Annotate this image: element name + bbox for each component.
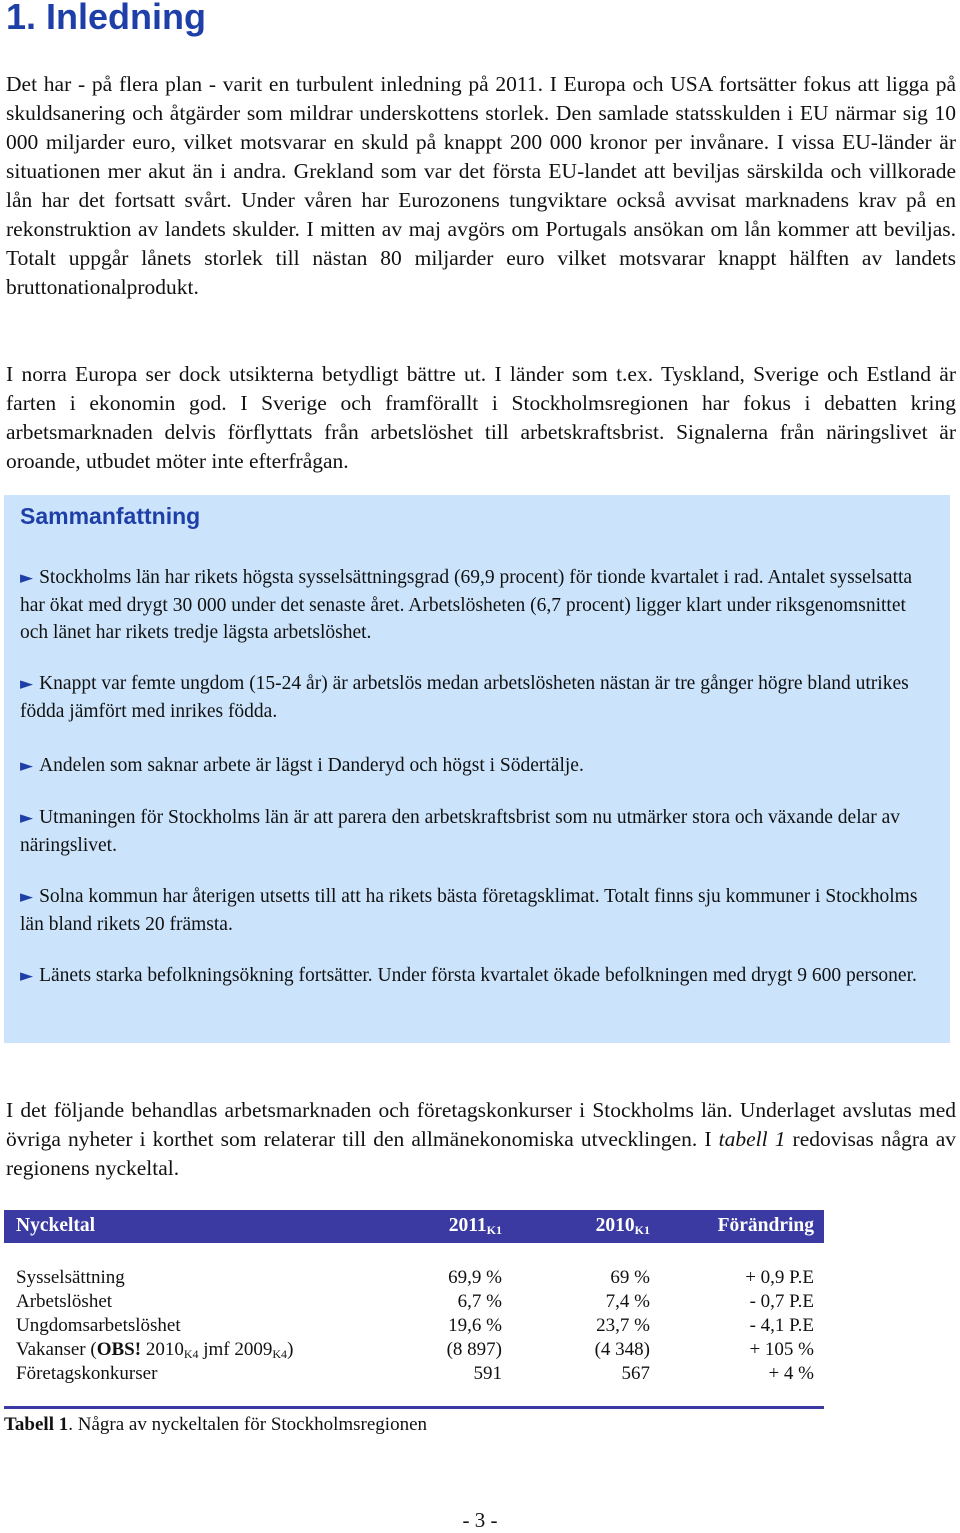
table-row <box>4 1339 824 1363</box>
bullet-arrow-icon: ► <box>20 887 34 907</box>
bullet-arrow-icon: ► <box>20 568 34 588</box>
row-label: Ungdomsarbetslöshet <box>16 1315 181 1336</box>
table-row <box>4 1267 824 1291</box>
row-value-2011: 69,9 % <box>448 1267 502 1288</box>
summary-bullet-5: ► Solna kommun har återigen utsetts till att ha rikets bästa företagsklimat. Totalt finns sju kommuner i Stockholms län bland rikets 20 främsta. <box>20 886 918 935</box>
row-change: - 0,7 P.E <box>749 1291 814 1312</box>
row-change: + 4 % <box>768 1363 814 1384</box>
row-value-2011: (8 897) <box>446 1339 502 1360</box>
row-value-2011: 591 <box>473 1363 502 1384</box>
header-2011: $2011_{K1}$ <box>448 1215 502 1237</box>
intro-paragraph-3: I det följande behandlas arbetsmarknaden och företagskonkurser i Stockholms län. Underlaget avslutas med övriga nyheter i korthet som relaterar till den allmänekonomiska utvecklingen. I tabell 1 redovisas några av regionens nyckeltal. <box>6 1098 956 1180</box>
summary-bullet-4: ► Utmaningen för Stockholms län är att parera den arbetskraftsbrist som nu utmärker stora och växande delar av näringslivet. <box>20 807 901 856</box>
table-bottom-rule <box>4 1406 824 1409</box>
section-heading: 1. Inledning <box>6 0 207 37</box>
page-number: - 3 - <box>462 1508 498 1532</box>
intro-paragraph-1: Det har - på flera plan - varit en turbulent inledning på 2011. I Europa och USA fortsätter fokus att ligga på skuldsanering och åtgärder som mildrar underskottens storlek. Den samlade statsskulden i EU närmar sig 10 000 miljarder euro, vilket motsvarar en skuld på knappt 200 000 kronor per invånare. I vissa EU-länder är situationen mer akut än i andra. Grekland som var det första EU-landet att beviljas särskilda och villkorade lån har det fortsatt svårt. Under våren har Eurozonens tungviktare också avvisat marknadens krav på en rekonstruktion av landets skulder. I mitten av maj avgörs om Portugals ansökan om lån kommer att beviljas. Totalt uppgår lånets storlek till nästan 80 miljarder euro vilket motsvarar knappt hälften av landets bruttonationalprodukt. <box>6 72 956 299</box>
row-value-2011: 19,6 % <box>448 1315 502 1336</box>
row-change: + 105 % <box>749 1339 814 1360</box>
header-nyckeltal: Nyckeltal <box>16 1215 96 1236</box>
row-value-2010: 7,4 % <box>605 1291 650 1312</box>
summary-title: Sammanfattning <box>20 503 201 529</box>
summary-bullet-3: ► Andelen som saknar arbete är lägst i Danderyd och högst i Södertälje. <box>20 755 584 776</box>
table-reference: tabell 1 <box>718 1127 786 1151</box>
bullet-arrow-icon: ► <box>20 674 34 694</box>
summary-box <box>4 495 950 1043</box>
row-label: Arbetslöshet <box>16 1291 113 1312</box>
summary-bullet-1: ► Stockholms län har rikets högsta sysselsättningsgrad (69,9 procent) för tionde kvartalet i rad. Antalet sysselsatta har ökat med drygt 30 000 under det senaste året. Arbetslösheten (6,7 procent) ligger klart under riksgenomsnittet och länet har rikets tredje lägsta arbetslöshet. <box>20 567 913 643</box>
table-caption: Tabell 1. Några av nyckeltalen för Stockholmsregionen <box>4 1414 428 1435</box>
table-header-row <box>4 1210 824 1243</box>
row-value-2010: 69 % <box>610 1267 650 1288</box>
row-label: Vakanser (OBS! $2010_{K4}$ jmf $2009_{K4}$) <box>16 1339 294 1361</box>
summary-bullet-2: ► Knappt var femte ungdom (15-24 år) är arbetslös medan arbetslösheten nästan är tre gånger högre bland utrikes födda jämfört med inrikes födda. <box>20 673 909 722</box>
bullet-arrow-icon: ► <box>20 808 34 828</box>
row-change: + 0,9 P.E <box>745 1267 814 1288</box>
summary-bullet-6: ► Länets starka befolkningsökning fortsätter. Under första kvartalet ökade befolkningen med drygt 9 600 personer. <box>20 965 917 986</box>
row-label: Företagskonkurser <box>16 1363 158 1384</box>
table-row <box>4 1363 824 1387</box>
bullet-arrow-icon: ► <box>20 966 34 986</box>
bullet-arrow-icon: ► <box>20 756 34 776</box>
row-value-2011: 6,7 % <box>457 1291 502 1312</box>
row-value-2010: 23,7 % <box>596 1315 650 1336</box>
table-row <box>4 1315 824 1339</box>
row-change: - 4,1 P.E <box>749 1315 814 1336</box>
header-2010: $2010_{K1}$ <box>595 1215 650 1237</box>
row-value-2010: (4 348) <box>594 1339 650 1360</box>
row-value-2010: 567 <box>621 1363 650 1384</box>
intro-paragraph-2: I norra Europa ser dock utsikterna betydligt bättre ut. I länder som t.ex. Tyskland, Sverige och Estland är farten i ekonomin god. I Sverige och framförallt i Stockholmsregionen har fokus i debatten kring arbetsmarknaden delvis förflyttats från arbetslöshet till arbetskraftsbrist. Signalerna från näringslivet är oroande, utbudet möter inte efterfrågan. <box>6 362 956 473</box>
row-label: Sysselsättning <box>16 1267 125 1288</box>
obs-note: OBS! <box>96 1339 142 1360</box>
header-forandring: Förändring <box>717 1215 814 1236</box>
table-row <box>4 1291 824 1315</box>
